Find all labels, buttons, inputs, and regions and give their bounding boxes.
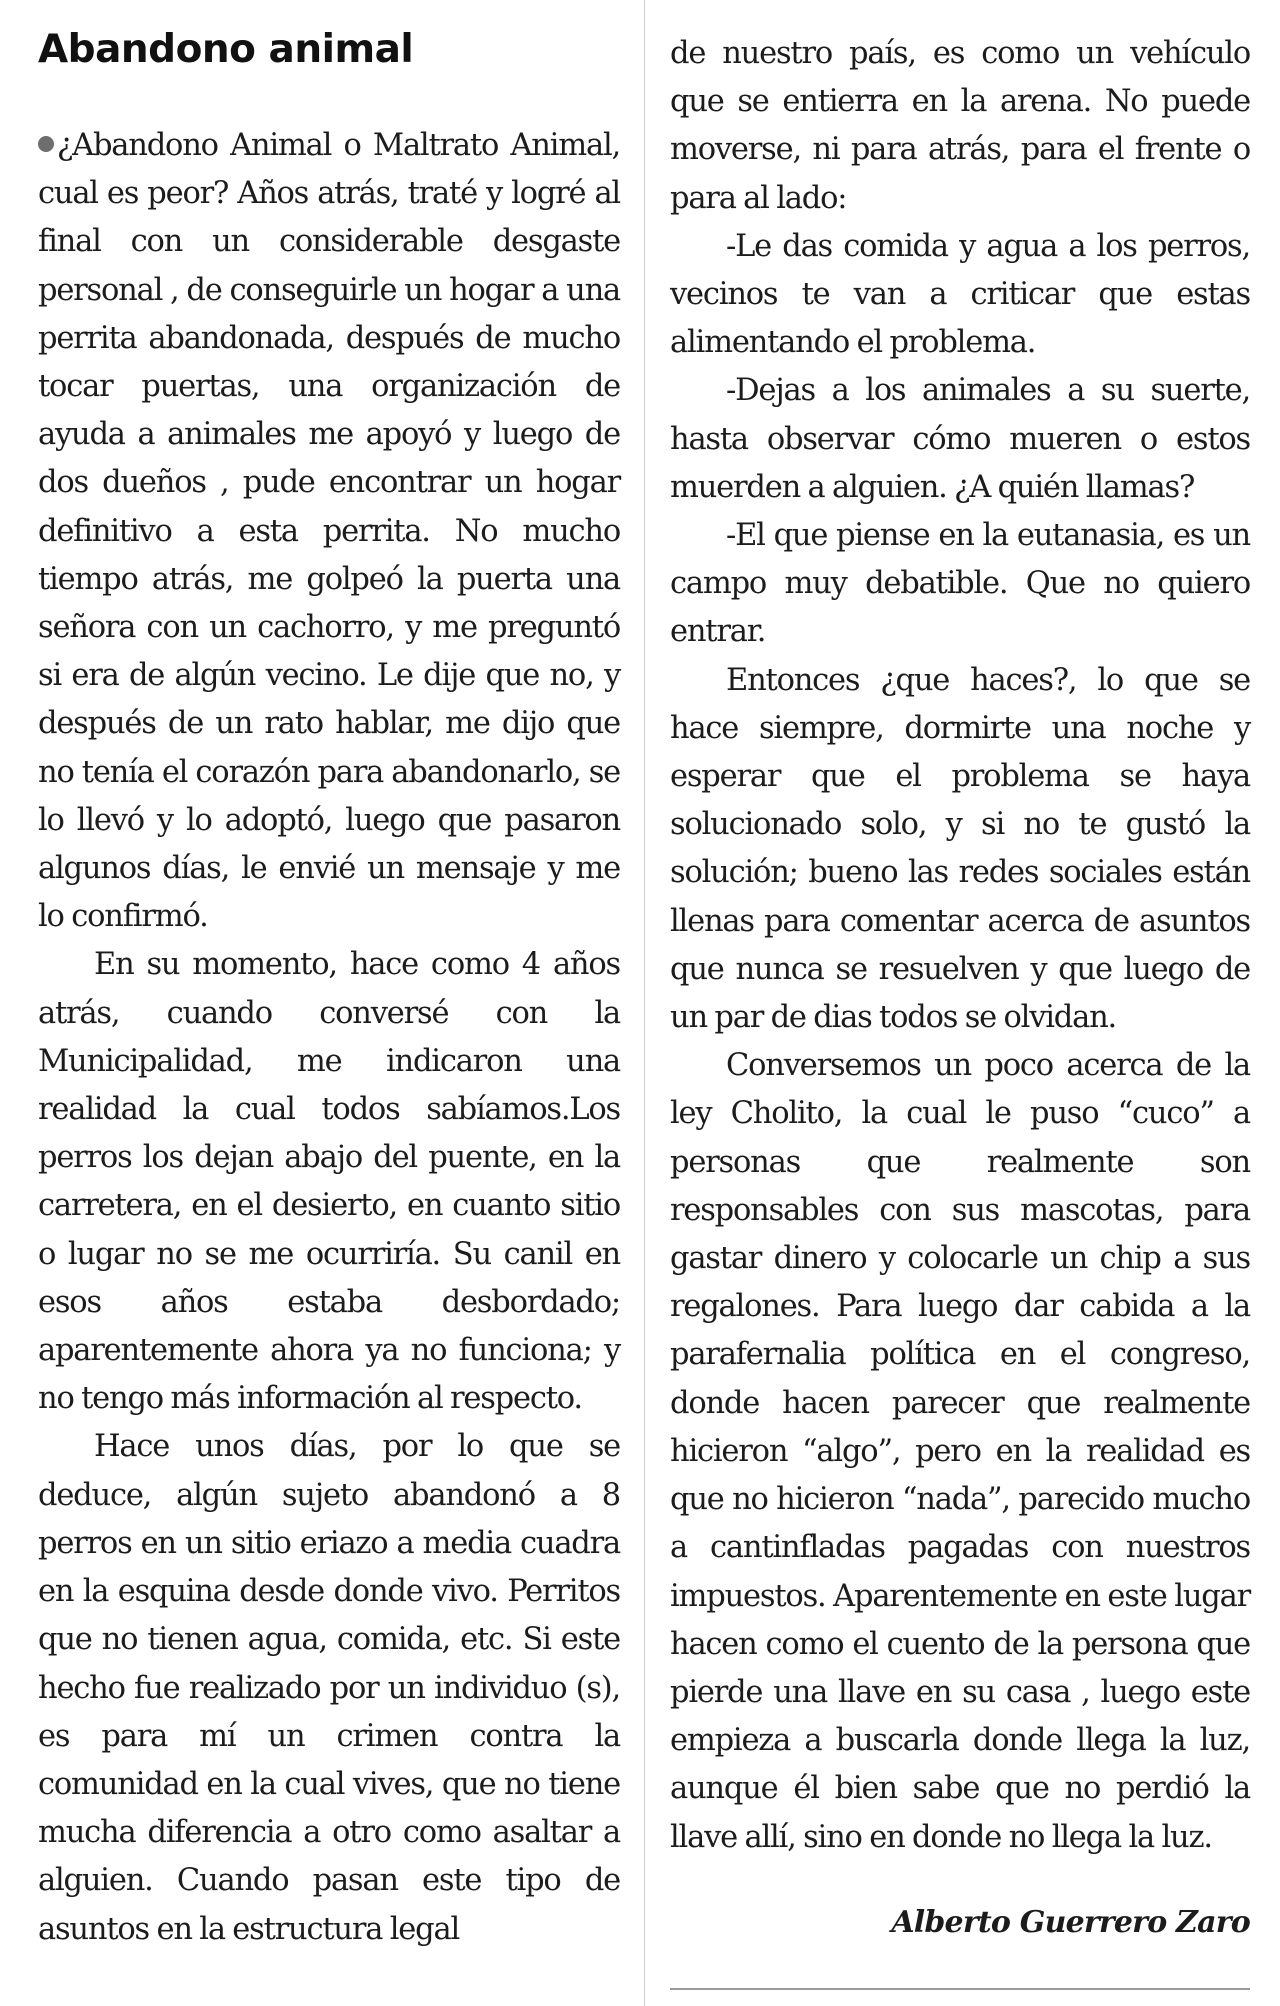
- bullet-icon: [38, 136, 54, 152]
- paragraph: En su momento, hace como 4 años atrás, cuando conversé con la Municipalidad, me indicaron una realidad la cual todos sabíamos.Los perros los dejan abajo del puente, en la carretera, en el desierto, en cuanto sitio o lugar no se me ocurriría. Su canil en esos años estaba desbordado; aparentemente ahora ya no funciona; y no tengo más información al respecto.: [38, 947, 620, 1417]
- paragraph: Hace unos días, por lo que se deduce, algún sujeto abandonó a 8 perros en un sitio eriazo a media cuadra en la esquina desde donde vivo. Perritos que no tienen agua, comida, etc. Si este hecho fue realizado por un individuo (s), es para mí un crimen contra la comunidad en la cual vives, que no tiene mucha diferencia a otro como asaltar a alguien. Cuando pasan este tipo de asuntos en la estructura legal: [38, 1429, 620, 1947]
- author-signature: Alberto Guerrero Zaro: [891, 1905, 1250, 1940]
- paragraph: -Dejas a los animales a su suerte, hasta observar cómo mueren o estos muerden a alguien. ¿A quién llamas?: [670, 373, 1250, 505]
- paragraph: Entonces ¿que haces?, lo que se hace siempre, dormirte una noche y esperar que el problema se haya solucionado solo, y si no te gustó la solución; bueno las redes sociales están llenas para comentar acerca de asuntos que nunca se resuelven y que luego de un par de dias todos se olvidan.: [670, 662, 1250, 1036]
- paragraph: -El que piense en la eutanasia, es un campo muy debatible. Que no quiero entrar.: [670, 518, 1250, 650]
- column-gutter: [644, 0, 645, 2006]
- paragraph: [38, 122, 620, 941]
- left-column-text: [38, 122, 620, 1954]
- article-title: Abandono animal: [38, 27, 414, 72]
- paragraph: Conversemos un poco acerca de la ley Cholito, la cual le puso “cuco” a personas que realmente son responsables con sus mascotas, para gastar dinero y colocarle un chip a sus regalones. Para luego dar cabida a la parafernalia política en el congreso, donde hacen parecer que realmente hicieron “algo”, pero en la realidad es que no hicieron “nada”, parecido mucho a cantinfladas pagadas con nuestros impuestos. Aparentemente en este lugar hacen como el cuento de la persona que pierde una llave en su casa , luego este empieza a buscarla donde llega la luz, aunque él bien sabe que no perdió la llave allí, sino en donde no llega la luz.: [670, 1048, 1250, 1855]
- right-column: [670, 0, 1250, 2006]
- paragraph-text: ¿Abandono Animal o Maltrato Animal, cual es peor? Años atrás, traté y logré al final con un considerable desgaste personal , de conseguirle un hogar a una perrita abandonada, después de mucho tocar puertas, una organización de ayuda a animales me apoyó y luego de dos dueños , pude encontrar un hogar definitivo a esta perrita. No mucho tiempo atrás, me golpeó la puerta una señora con un cachorro, y me preguntó si era de algún vecino. Le dije que no, y después de un rato hablar, me dijo que no tenía el corazón para abandonarlo, se lo llevó y lo adoptó, luego que pasaron algunos días, le envié un mensaje y me lo confirmó.: [38, 128, 620, 935]
- right-column-text: [670, 30, 1250, 1862]
- paragraph: de nuestro país, es como un vehículo que se entierra en la arena. No puede moverse, ni para atrás, para el frente o para al lado:: [670, 36, 1250, 216]
- paragraph: -Le das comida y agua a los perros, vecinos te van a criticar que estas alimentando el problema.: [670, 228, 1250, 361]
- bottom-divider: [670, 1988, 1250, 1990]
- left-column: [38, 0, 620, 2006]
